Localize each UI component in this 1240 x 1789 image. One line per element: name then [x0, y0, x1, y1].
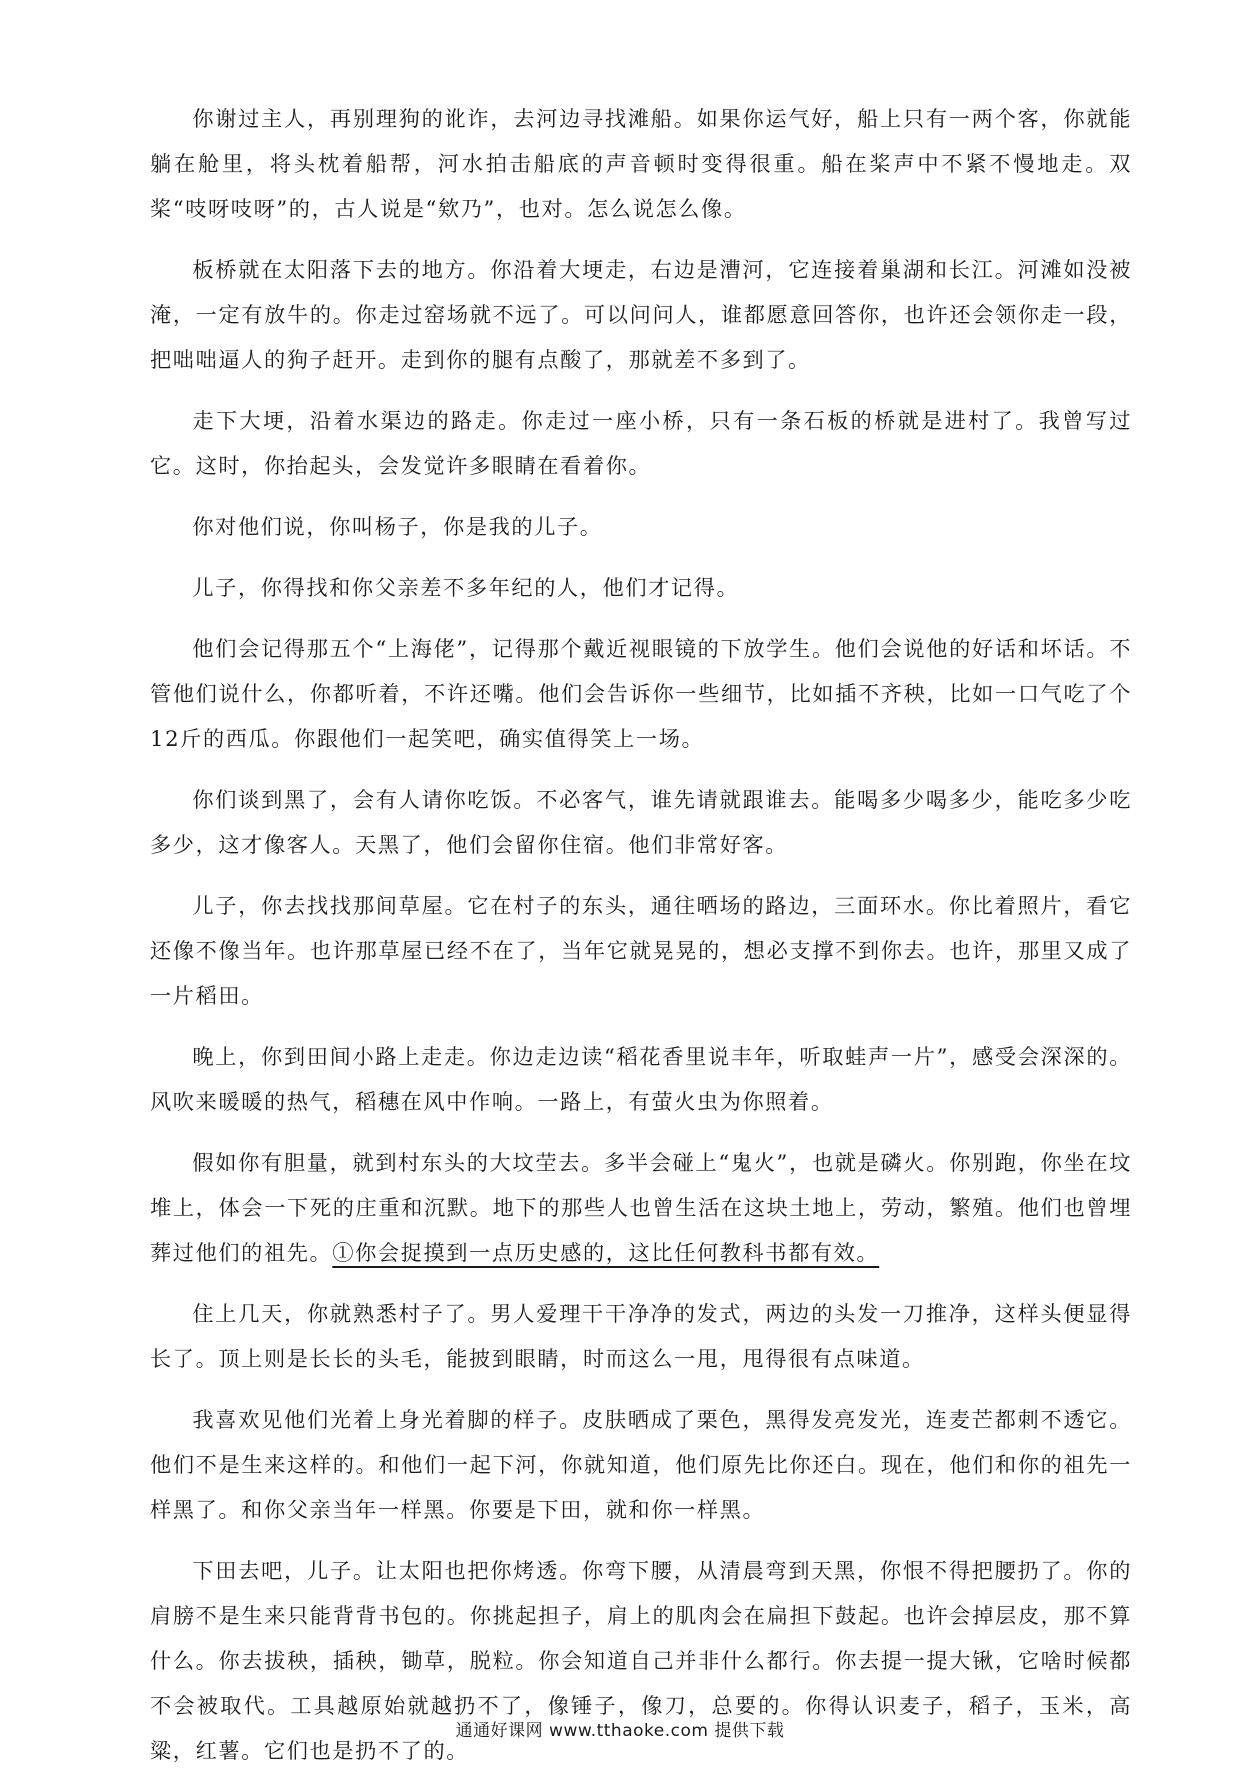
paragraph-5: 儿子，你得找和你父亲差不多年纪的人，他们才记得。: [192, 575, 740, 600]
document-body: [150, 96, 1132, 1789]
paragraph-10: [150, 1140, 1132, 1275]
paragraph-3: 走下大埂，沿着水渠边的路走。你走过一座小桥，只有一条石板的桥就是进村了。我曾写过它。这时，你抬起头，会发觉许多眼睛在看着你。: [150, 408, 1132, 478]
paragraph-9: 晚上，你到田间小路上走走。你边走边读“稻花香里说丰年，听取蛙声一片”，感受会深深的。风吹来暖暖的热气，稻穗在风中作响。一路上，有萤火虫为你照着。: [150, 1044, 1132, 1114]
paragraph-8: 儿子，你去找找那间草屋。它在村子的东头，通往晒场的路边，三面环水。你比着照片，看它还像不像当年。也许那草屋已经不在了，当年它就晃晃的，想必支撑不到你去。也许，那里又成了一片稻田。: [150, 893, 1132, 1008]
footer-credit: 通通好课网 www.tthaoke.com 提供下载: [455, 1721, 785, 1741]
paragraph-13: 下田去吧，儿子。让太阳也把你烤透。你弯下腰，从清晨弯到天黑，你恨不得把腰扔了。你的肩膀不是生来只能背背书包的。你挑起担子，肩上的肌肉会在扁担下鼓起。也许会掉层皮，那不算什么。你去拔秧，插秧，锄草，脱粒。你会知道自己并非什么都行。你去提一提大锹，它啥时候都不会被取代。工具越原始就越扔不了，像锤子，像刀，总要的。你得认识麦子，稻子，玉米，高粱，红薯。它们也是扔不了的。: [150, 1558, 1132, 1763]
paragraph-12: 我喜欢见他们光着上身光着脚的样子。皮肤晒成了栗色，黑得发亮发光，连麦芒都刺不透它。他们不是生来这样的。和他们一起下河，你就知道，他们原先比你还白。现在，他们和你的祖先一样黑了。和你父亲当年一样黑。你要是下田，就和你一样黑。: [150, 1407, 1132, 1522]
paragraph-2: 板桥就在太阳落下去的地方。你沿着大埂走，右边是漕河，它连接着巢湖和长江。河滩如没被淹，一定有放牛的。你走过窑场就不远了。可以问问人，谁都愿意回答你，也许还会领你走一段，把咄咄逼人的狗子赶开。走到你的腿有点酸了，那就差不多到了。: [150, 257, 1132, 372]
paragraph-7: 你们谈到黑了，会有人请你吃饭。不必客气，谁先请就跟谁去。能喝多少喝多少，能吃多少吃多少，这才像客人。天黑了，他们会留你住宿。他们非常好客。: [150, 787, 1132, 857]
paragraph-4: 你对他们说，你叫杨子，你是我的儿子。: [192, 514, 603, 539]
paragraph-10-text: 假如你有胆量，就到村东头的大坟茔去。多半会碰上“鬼火”，也就是磷火。你别跑，你坐在坟堆上，体会一下死的庄重和沉默。地下的那些人也曾生活在这块土地上，劳动，繁殖。他们也曾埋葬过他们的祖先。: [150, 1150, 1132, 1265]
paragraph-6: 他们会记得那五个“上海佬”，记得那个戴近视眼镜的下放学生。他们会说他的好话和坏话。不管他们说什么，你都听着，不许还嘴。他们会告诉你一些细节，比如插不齐秧，比如一口气吃了个12斤的西瓜。你跟他们一起笑吧，确实值得笑上一场。: [150, 636, 1132, 751]
paragraph-1: 你谢过主人，再别理狗的讹诈，去河边寻找滩船。如果你运气好，船上只有一两个客，你就能躺在舱里，将头枕着船帮，河水拍击船底的声音顿时变得很重。船在桨声中不紧不慢地走。双桨“吱呀吱呀”的，古人说是“欸乃”，也对。怎么说怎么像。: [150, 106, 1132, 221]
underlined-sentence: ①你会捉摸到一点历史感的，这比任何教科书都有效。: [332, 1240, 880, 1265]
paragraph-11: 住上几天，你就熟悉村子了。男人爱理干干净净的发式，两边的头发一刀推净，这样头便显得长了。顶上则是长长的头毛，能披到眼睛，时而这么一甩，甩得很有点味道。: [150, 1301, 1132, 1371]
